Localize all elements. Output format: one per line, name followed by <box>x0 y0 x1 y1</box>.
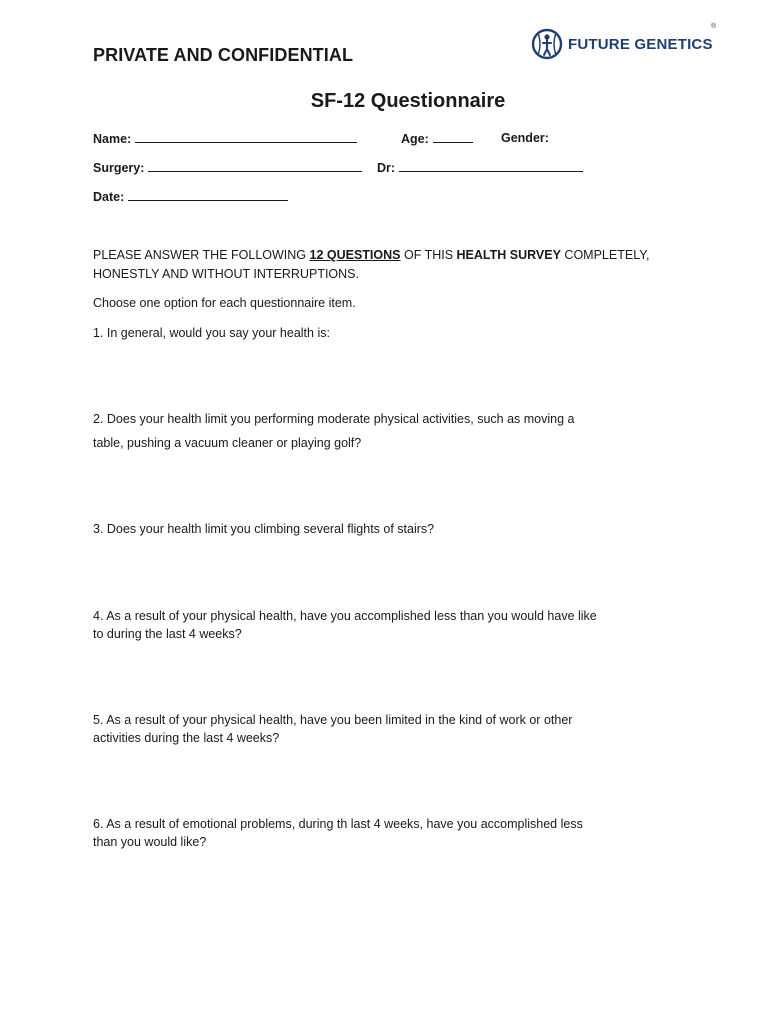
surgery-label: Surgery: <box>93 161 145 175</box>
question-2-text: 2. Does your health limit you performing moderate physical activities, such as moving a <box>93 412 575 426</box>
name-field-row <box>93 131 357 146</box>
surgery-field-row <box>93 160 362 175</box>
document-title: SF-12 Questionnaire <box>310 90 506 112</box>
question-3 <box>93 520 434 538</box>
dr-field-row <box>377 160 583 175</box>
instructions-line-1 <box>93 246 649 264</box>
question-3-text: 3. Does your health limit you climbing several flights of stairs? <box>93 522 435 536</box>
health-survey-emphasis: HEALTH SURVEY <box>456 248 561 262</box>
date-field-row <box>93 189 288 204</box>
question-5-text-cont: activities during the last 4 weeks? <box>93 731 280 745</box>
question-1 <box>93 324 330 342</box>
age-field[interactable] <box>433 131 473 143</box>
confidential-heading: PRIVATE AND CONFIDENTIAL <box>93 45 354 65</box>
date-field[interactable] <box>128 189 288 201</box>
question-4-text-cont: to during the last 4 weeks? <box>93 627 242 641</box>
dr-field[interactable] <box>399 160 583 172</box>
gender-field-row <box>501 131 549 145</box>
instructions-text-c: COMPLETELY, <box>560 248 650 262</box>
dr-label: Dr: <box>377 161 396 175</box>
dna-person-icon <box>530 27 564 61</box>
registered-mark: ® <box>711 23 717 30</box>
date-label: Date: <box>93 190 125 204</box>
age-field-row <box>401 131 473 146</box>
logo-wordmark: FUTURE GENETICS <box>568 35 713 53</box>
instructions-text-b: OF THIS <box>400 248 457 262</box>
instructions-text-a: PLEASE ANSWER THE FOLLOWING <box>93 248 310 262</box>
question-2 <box>93 410 574 452</box>
question-count-emphasis: 12 QUESTIONS <box>309 248 401 262</box>
question-1-text: 1. In general, would you say your health is: <box>93 326 330 340</box>
gender-label: Gender: <box>501 131 549 145</box>
question-2-text-cont: table, pushing a vacuum cleaner or playing golf? <box>93 436 362 450</box>
question-6-text-cont: than you would like? <box>93 835 207 849</box>
question-4-text: 4. As a result of your physical health, have you accomplished less than you would have like <box>93 609 597 623</box>
future-genetics-logo <box>530 24 720 64</box>
name-label: Name: <box>93 132 132 146</box>
name-field[interactable] <box>135 131 357 143</box>
question-6-text: 6. As a result of emotional problems, during th last 4 weeks, have you accomplished less <box>93 817 583 831</box>
surgery-field[interactable] <box>148 160 362 172</box>
question-5-text: 5. As a result of your physical health, have you been limited in the kind of work or other <box>93 713 573 727</box>
question-4 <box>93 607 597 643</box>
question-5 <box>93 711 572 747</box>
age-label: Age: <box>401 132 429 146</box>
instructions-line-2: HONESTLY AND WITHOUT INTERRUPTIONS. <box>93 267 359 281</box>
choose-instruction: Choose one option for each questionnaire item. <box>93 296 356 310</box>
question-6 <box>93 815 583 851</box>
